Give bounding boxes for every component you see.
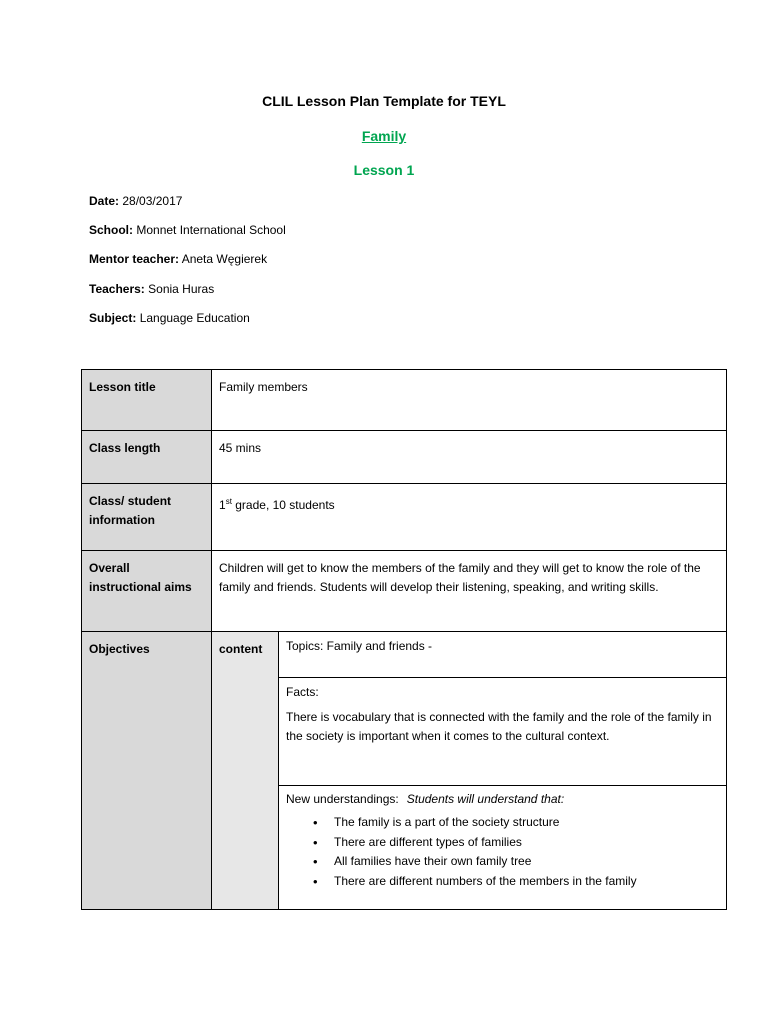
facts-label: Facts:: [286, 685, 319, 699]
subject-value: Language Education: [139, 311, 250, 325]
date-label: Date:: [89, 194, 120, 208]
lesson-title-label: Lesson title: [82, 370, 212, 431]
facts-cell: [279, 678, 727, 786]
aims-value: Children will get to know the members of the family and they will get to know the role of the family and friends. Students will develop their listening, speaking, and writing skills.: [212, 551, 727, 632]
table-row: [82, 431, 727, 484]
list-item: • There are different types of families: [334, 833, 719, 853]
topic-heading: Family: [361, 128, 407, 144]
aims-label: Overall instructional aims: [82, 551, 212, 632]
school-label: School:: [89, 223, 133, 237]
list-item: • The family is a part of the society structure: [334, 813, 719, 833]
class-info-rest: grade, 10 students: [231, 498, 335, 512]
class-info-value: [212, 484, 727, 551]
mentor-value: Aneta Węgierek: [181, 252, 268, 266]
new-understandings-cell: [279, 786, 727, 910]
lesson-title-value: Family members: [212, 370, 727, 431]
class-length-label: Class length: [82, 431, 212, 484]
page-title: CLIL Lesson Plan Template for TEYL: [262, 93, 506, 109]
mentor-label: Mentor teacher:: [89, 252, 180, 266]
list-item: • There are different numbers of the members in the family: [334, 872, 719, 892]
table-row: [82, 370, 727, 431]
class-length-value: 45 mins: [212, 431, 727, 484]
lesson-heading: Lesson 1: [353, 162, 415, 178]
meta-subject: [89, 311, 250, 325]
class-info-sup: st: [225, 497, 232, 506]
class-info-num: 1: [219, 498, 226, 512]
new-understandings-text: Students will understand that:: [406, 792, 565, 806]
meta-date: [89, 194, 182, 208]
class-info-label: Class/ student information: [82, 484, 212, 551]
school-value: Monnet International School: [136, 223, 286, 237]
meta-school: [89, 223, 286, 237]
topics-cell: Topics: Family and friends -: [279, 632, 727, 678]
date-value: 28/03/2017: [122, 194, 183, 208]
table-row: [82, 484, 727, 551]
subject-label: Subject:: [89, 311, 137, 325]
meta-teachers: [89, 282, 214, 296]
facts-body: There is vocabulary that is connected with the family and the role of the family in the society is important when it comes to the cultural context.: [286, 710, 712, 743]
content-label: content: [212, 632, 279, 910]
understandings-list: [286, 813, 719, 891]
lesson-plan-table: [81, 369, 727, 910]
new-understandings-label: New understandings:: [286, 792, 399, 806]
table-row: [82, 551, 727, 632]
meta-mentor: [89, 252, 267, 266]
list-item: • All families have their own family tree: [334, 852, 719, 872]
new-understandings-intro: [286, 790, 719, 809]
teachers-value: Sonia Huras: [148, 282, 215, 296]
table-row: [82, 632, 727, 678]
teachers-label: Teachers:: [89, 282, 145, 296]
objectives-label: Objectives: [82, 632, 212, 910]
